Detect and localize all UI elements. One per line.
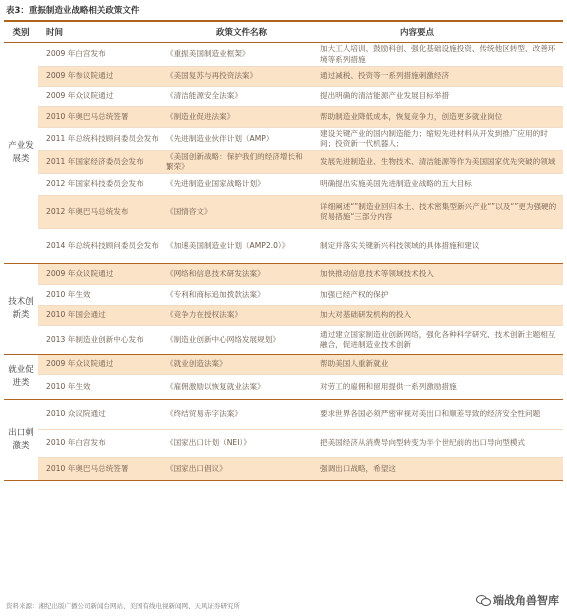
watermark-text: 端战角兽智库 xyxy=(493,594,559,607)
table-row xyxy=(38,264,563,285)
category-group xyxy=(4,355,563,400)
watermark xyxy=(476,592,559,608)
table-row xyxy=(38,151,563,174)
name-cell: 《先进制造业伙伴计划（AMP） xyxy=(166,133,274,143)
time-cell: 2010 年白宫发布 xyxy=(46,438,106,448)
table-caption: 表3：重振制造业战略相关政策文件 xyxy=(6,6,140,16)
points-cell: 通过减税、投资等一系列措施刺激经济 xyxy=(320,71,450,81)
table-row xyxy=(38,43,563,67)
name-cell: 《国情咨文》 xyxy=(166,206,212,216)
table-row xyxy=(38,174,563,196)
points-cell: 要求世界各国必须严密审视对美出口和顺差导致的经济安全性问题 xyxy=(320,409,541,419)
table-row xyxy=(38,400,563,430)
points-cell: 详细阐述“”制造业回归本土、技术密集型新兴产业“”以及“”更为强硬的贸易措施“三部分内容 xyxy=(320,201,557,221)
name-cell: 《美国复苏与再投资法案》 xyxy=(166,71,258,81)
name-cell: 《先进制造业国家战略计划》 xyxy=(166,179,265,189)
header-name: 政策文件名称 xyxy=(216,28,268,38)
name-cell: 《重振美国制造业框架》 xyxy=(166,49,250,59)
time-cell: 2009 年参议院通过 xyxy=(46,71,114,81)
points-cell: 加强已经产权的保护 xyxy=(320,289,389,299)
name-cell: 《清洁能源安全法案》 xyxy=(166,91,242,101)
points-cell: 提出明确的清洁能源产业发展目标举措 xyxy=(320,91,450,101)
header-category: 类别 xyxy=(12,28,30,38)
name-cell: 《竞争力在授权法案》 xyxy=(166,310,242,320)
points-cell: 发展先进制造业、生物技术、清洁能源等作为美国国家优先突破的领域 xyxy=(320,156,556,166)
table-row xyxy=(38,128,563,151)
table-row xyxy=(38,229,563,263)
name-cell: 《制造业促进法案》 xyxy=(166,111,235,121)
time-cell: 2010 年奥巴马总统签署 xyxy=(46,111,129,121)
category-group xyxy=(4,400,563,481)
points-cell: 建设关键产业的国内制造能力；缩短先进材料从开发到推广应用的时间；投资新一代机器人； xyxy=(320,128,548,148)
points-cell: 制定并落实关键新兴科技领域的具体措施和建议 xyxy=(320,240,480,250)
table-header xyxy=(4,22,563,43)
time-cell: 2013 年制造业创新中心发布 xyxy=(46,334,144,344)
time-cell: 2009 年白宫发布 xyxy=(46,49,106,59)
points-cell: 加快推动信息技术等领域技术投入 xyxy=(320,268,434,278)
name-cell: 《就业创造法案》 xyxy=(166,359,227,369)
name-cell: 《制造业创新中心网络发展规划》 xyxy=(166,334,280,344)
table-row xyxy=(38,355,563,375)
category-rows xyxy=(38,400,563,480)
time-cell: 2014 年总统科技顾问委员会发布 xyxy=(46,240,159,250)
category-label: 产业发展类 xyxy=(8,141,34,164)
wechat-icon xyxy=(476,594,490,606)
category-group xyxy=(4,264,563,355)
category-rows xyxy=(38,264,563,354)
time-cell: 2011 年总统科技顾问委员会发布 xyxy=(46,133,159,143)
time-cell: 2011 年国家经济委员会发布 xyxy=(46,156,144,166)
time-cell: 2010 年生效 xyxy=(46,289,91,299)
points-cell: 加大对基础研发机构的投入 xyxy=(320,310,412,320)
time-cell: 2010 年奥巴马总统签署 xyxy=(46,463,129,473)
time-cell: 2010 年生效 xyxy=(46,381,91,391)
table-row xyxy=(38,67,563,87)
table-row xyxy=(38,458,563,480)
table-row xyxy=(38,326,563,354)
points-cell: 强调出口战略，希望这 xyxy=(320,463,396,473)
name-cell: 《雇佣激励以恢复就业法案》 xyxy=(166,381,265,391)
points-cell: 帮助美国人重新就业 xyxy=(320,359,389,369)
name-cell: 《专利和商标追加拨款法案》 xyxy=(166,289,265,299)
points-cell: 把美国经济从消费导向型转变为半个世纪前的出口导向型模式 xyxy=(320,438,526,448)
points-cell: 通过建立国家制造业创新网络，强化各种科学研究、技术创新主题相互融合，促进制造业技术创新 xyxy=(320,329,556,349)
source-note: 资料来源：湘纪出版广播公司新闻台网站、美国有线电视新闻网、天风证券研究所 xyxy=(6,602,240,610)
points-cell: 加大工人培训、鼓励科创、强化基础设施投资、传统他区转型、改善环境等系列措施 xyxy=(320,44,556,64)
time-cell: 2010 众议院通过 xyxy=(46,409,106,419)
time-cell: 2009 年众议院通过 xyxy=(46,359,114,369)
table-row xyxy=(38,430,563,458)
time-cell: 2012 年奥巴马总统发布 xyxy=(46,206,129,216)
name-cell: 《网络和信息技术研发法案》 xyxy=(166,268,265,278)
table-row xyxy=(38,107,563,128)
time-cell: 2010 年国会通过 xyxy=(46,310,106,320)
name-cell: 《国家出口计划（NEI）》 xyxy=(166,438,251,448)
name-cell: 《国家出口倡议》 xyxy=(166,463,227,473)
points-cell: 帮助制造业降低成本，恢复竞争力，创造更多就业岗位 xyxy=(320,111,503,121)
table-row xyxy=(38,375,563,399)
category-label: 就业促进类 xyxy=(8,365,34,388)
name-cell: 《加速美国制造业计划（AMP2.0）》 xyxy=(166,240,290,250)
name-cell: 《终结贸易赤字法案》 xyxy=(166,409,242,419)
category-label: 技术创新类 xyxy=(8,297,34,320)
category-label: 出口刺激类 xyxy=(8,428,34,451)
table-row xyxy=(38,87,563,107)
category-rows xyxy=(38,43,563,263)
name-cell: 《美国创新战略：保护我们的经济增长和繁荣》 xyxy=(166,151,303,171)
header-time: 时间 xyxy=(46,28,64,38)
table-row xyxy=(38,306,563,326)
time-cell: 2009 年众议院通过 xyxy=(46,268,114,278)
category-group xyxy=(4,43,563,264)
time-cell: 2012 年国家科技委员会发布 xyxy=(46,179,144,189)
points-cell: 对劳工的雇佣和留用提供一系列激励措施 xyxy=(320,381,457,391)
table-row xyxy=(38,285,563,306)
time-cell: 2009 年众议院通过 xyxy=(46,91,114,101)
policy-table xyxy=(4,43,563,481)
points-cell: 明确提出实施美国先进制造业战略的五大目标 xyxy=(320,179,472,189)
table-row xyxy=(38,196,563,229)
header-points: 内容要点 xyxy=(400,28,435,38)
category-rows xyxy=(38,355,563,399)
